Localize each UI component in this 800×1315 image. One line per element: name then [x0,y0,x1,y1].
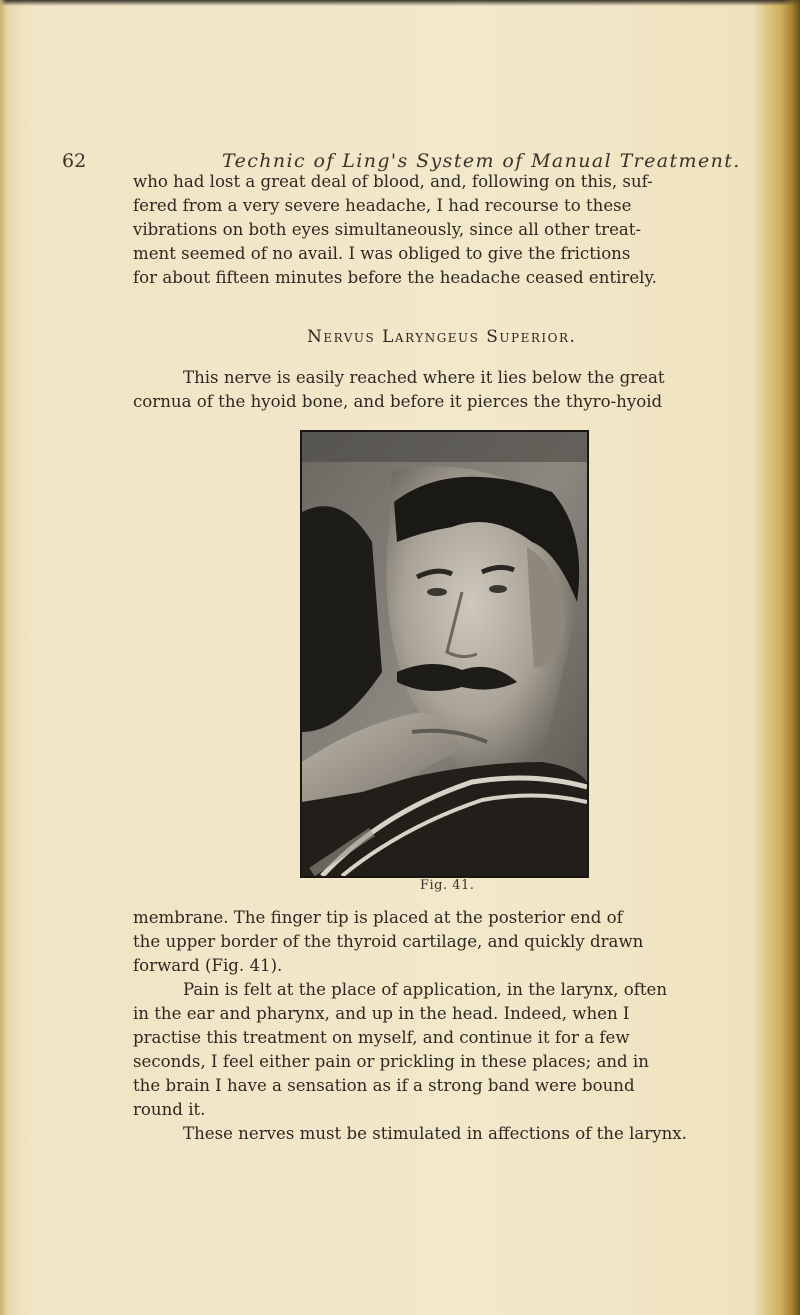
text-line: membrane. The finger tip is placed at the posterior end of [133,908,623,927]
text-line: ment seemed of no avail. I was obliged to give the frictions [133,244,631,263]
page-number: 62 [62,150,87,172]
section-heading: Nervus Laryngeus Superior. [307,327,577,347]
text-line: round it. [133,1100,206,1119]
page-left-edge [0,0,6,1315]
running-title: Technic of Ling's System of Manual Treatment. [222,150,741,172]
text-line: These nerves must be stimulated in affections of the larynx. [183,1124,687,1143]
text-line: in the ear and pharynx, and up in the head. Indeed, when I [133,1004,630,1023]
text-line: fered from a very severe headache, I had recourse to these [133,196,632,215]
figure-41-photograph [300,430,589,878]
text-line: practise this treatment on myself, and continue it for a few [133,1028,630,1047]
text-line: the upper border of the thyroid cartilage, and quickly drawn [133,932,644,951]
text-line: This nerve is easily reached where it lies below the great [183,368,665,387]
photo-illustration [302,432,587,876]
text-line: seconds, I feel either pain or prickling in these places; and in [133,1052,649,1071]
text-line: Pain is felt at the place of application, in the larynx, often [183,980,668,999]
text-line: forward (Fig. 41). [133,956,283,975]
text-line: vibrations on both eyes simultaneously, since all other treat- [133,220,642,239]
page-right-edge [782,0,800,1315]
text-line: cornua of the hyoid bone, and before it pierces the thyro-hyoid [133,392,663,411]
page-top-shadow [0,0,800,6]
paragraph-1 [133,170,733,290]
text-line: the brain I have a sensation as if a strong band were bound [133,1076,635,1095]
figure-caption: Fig. 41. [420,878,475,893]
paragraph-3 [133,906,733,1146]
paragraph-2 [133,366,733,414]
text-line: who had lost a great deal of blood, and, following on this, suf- [133,172,653,191]
text-line: for about fifteen minutes before the headache ceased entirely. [133,268,657,287]
